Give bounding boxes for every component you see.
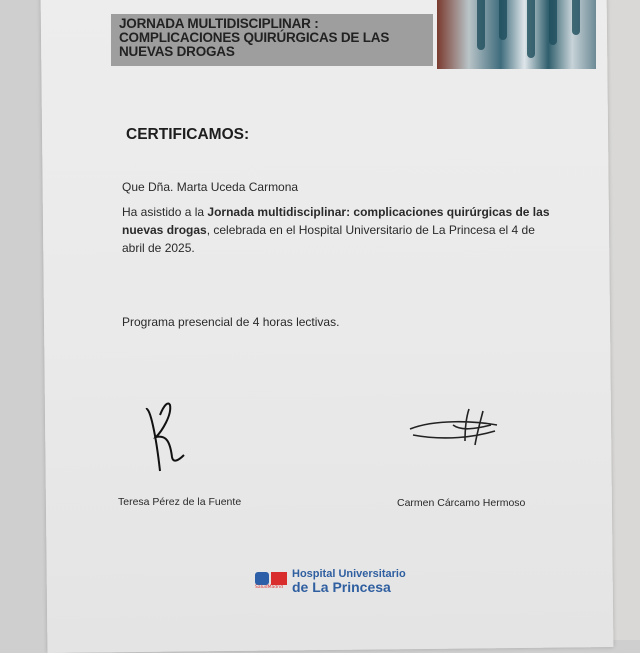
hospital-logo [255, 568, 406, 594]
signature-2 [405, 405, 505, 450]
event-title: JORNADA MULTIDISCIPLINAR : COMPLICACIONES QUIRÚRGICAS DE LAS NUEVAS DROGAS [119, 16, 390, 59]
attendance-statement [122, 203, 552, 257]
logo-subtext: SaludMadrid [255, 585, 284, 590]
statement-intro: Ha asistido a la [122, 205, 208, 219]
banner-illustration [437, 0, 596, 69]
logo-line-2: de La Princesa [292, 579, 391, 595]
madrid-flag-icon [271, 572, 287, 585]
program-hours: Programa presencial de 4 horas lectivas. [122, 315, 340, 329]
signature-1 [140, 395, 190, 475]
signatory-1-name: Teresa Pérez de la Fuente [118, 496, 242, 508]
salud-madrid-mark [255, 572, 287, 590]
logo-line-1: Hospital Universitario [292, 568, 406, 580]
statement-event: Jornada multidisciplinar: complicaciones quirúrgicas de las nuevas drogas [122, 205, 550, 237]
puzzle-icon [255, 572, 269, 585]
recipient-line: Que Dña. Marta Uceda Carmona [122, 180, 299, 194]
certificate-heading: CERTIFICAMOS: [126, 126, 250, 143]
signatory-2-name: Carmen Cárcamo Hermoso [397, 497, 526, 509]
statement-rest: , celebrada en el Hospital Universitario de La Princesa el 4 de abril de 2025. [122, 223, 535, 255]
